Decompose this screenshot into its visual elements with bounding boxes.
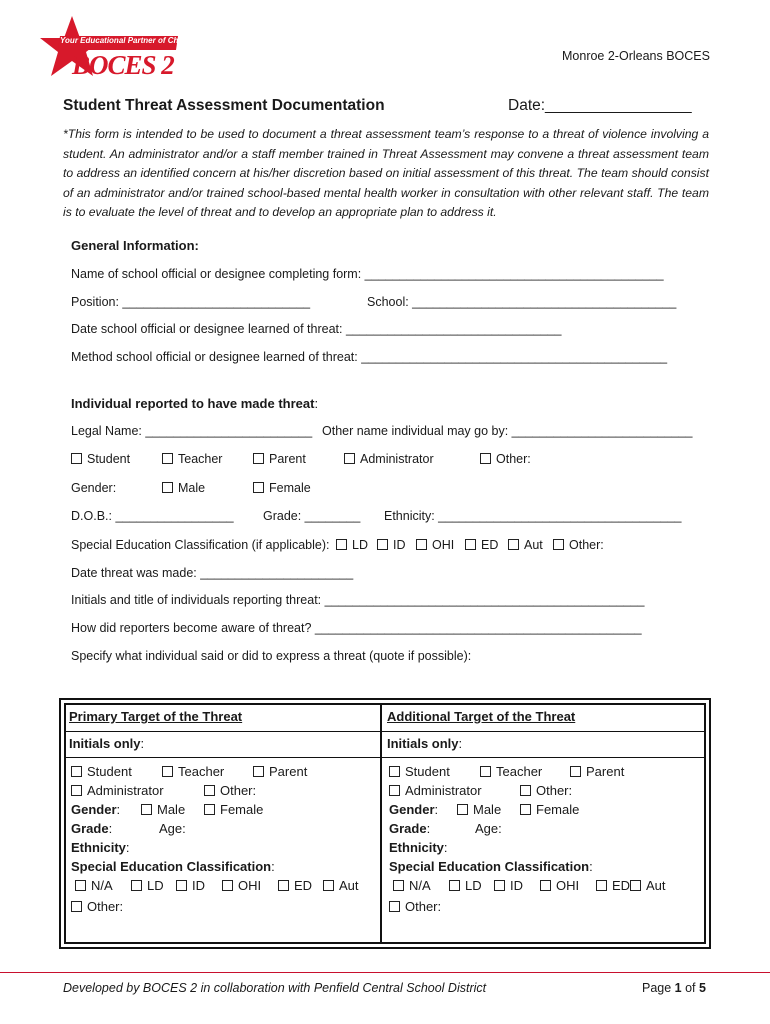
sped-na-option[interactable] [75, 876, 131, 895]
role-label: Administrator [360, 452, 434, 466]
checkbox-icon[interactable] [222, 880, 233, 891]
initials-label-text: Initials only [69, 736, 141, 751]
grade-colon: : [426, 821, 431, 836]
checkbox-icon[interactable] [162, 453, 173, 464]
school-field[interactable]: School: ______________________________________ [367, 295, 677, 309]
additional-grade-row[interactable] [389, 819, 699, 838]
sped-ohi-option[interactable] [222, 876, 278, 895]
checkbox-icon[interactable] [480, 453, 491, 464]
additional-initials-label[interactable] [387, 736, 462, 751]
gender-option-label: Male [473, 802, 502, 817]
page-prefix: Page [642, 981, 675, 995]
additional-role-parent-option[interactable] [570, 764, 624, 779]
ethnicity-colon: : [125, 840, 130, 855]
sped-option-label: ED [481, 538, 499, 552]
grade-label: Grade [389, 821, 427, 836]
checkbox-icon[interactable] [141, 804, 152, 815]
sped-option-label: OHI [556, 878, 580, 893]
role-label: Teacher [178, 452, 223, 466]
role-label: Teacher [496, 764, 543, 779]
sped-id-option[interactable] [494, 876, 540, 895]
primary-role-other-option[interactable] [204, 783, 256, 798]
sped-id-option[interactable] [377, 538, 406, 552]
gender-colon: : [434, 802, 439, 817]
sped-ld-option[interactable] [449, 876, 494, 895]
sped-colon: : [589, 859, 593, 874]
logo-tagline: Your Educational Partner of Choice [60, 36, 195, 45]
boces-logo [30, 14, 195, 86]
primary-roles-row2 [71, 781, 376, 800]
checkbox-icon[interactable] [480, 766, 491, 777]
additional-role-student-option[interactable] [389, 762, 480, 781]
gender-label: Gender [71, 802, 117, 817]
individual-heading-text: Individual reported to have made threat [71, 396, 315, 411]
primary-sped-row [71, 857, 376, 876]
checkbox-icon[interactable] [204, 785, 215, 796]
gender-colon: : [116, 802, 121, 817]
sped-option-label: Aut [339, 878, 359, 893]
role-label: Parent [586, 764, 625, 779]
sped-option-label: OHI [238, 878, 262, 893]
method-learned-field[interactable]: Method school official or designee learned of threat: ____________________________________________ [71, 350, 668, 364]
checkbox-icon[interactable] [71, 766, 82, 777]
additional-role-other-option[interactable] [520, 783, 572, 798]
checkbox-icon[interactable] [71, 785, 82, 796]
form-title: Student Threat Assessment Documentation [63, 97, 385, 114]
primary-roles-row1 [71, 762, 376, 781]
primary-grade-row[interactable] [71, 819, 376, 838]
additional-gender-male-option[interactable] [457, 800, 520, 819]
checkbox-icon[interactable] [278, 880, 289, 891]
gender-male-option[interactable] [162, 481, 205, 495]
page-number [642, 981, 706, 995]
additional-sped-options [389, 876, 699, 895]
sped-colon: : [271, 859, 275, 874]
checkbox-icon[interactable] [630, 880, 641, 891]
primary-target-fields [71, 762, 376, 916]
dob-field[interactable]: D.O.B.: _________________ [71, 509, 234, 523]
specify-label: Specify what individual said or did to express a threat (quote if possible): [71, 649, 472, 663]
primary-target-title: Primary Target of the Threat [69, 709, 243, 724]
checkbox-icon[interactable] [465, 539, 476, 550]
checkbox-icon[interactable] [253, 766, 264, 777]
sped-option-label: N/A [409, 878, 431, 893]
sped-label: Special Education Classification [389, 859, 590, 874]
checkbox-icon[interactable] [75, 880, 86, 891]
role-label: Parent [269, 452, 306, 466]
sped-label: Special Education Classification (if applicable): [71, 538, 330, 552]
additional-ethnicity-row[interactable] [389, 838, 699, 857]
role-label: Student [87, 764, 132, 779]
position-field[interactable]: Position: ___________________________ [71, 295, 311, 309]
additional-target-fields [389, 762, 699, 916]
primary-role-student-option[interactable] [71, 762, 162, 781]
checkbox-icon[interactable] [389, 766, 400, 777]
checkbox-icon[interactable] [508, 539, 519, 550]
grade-colon: : [108, 821, 113, 836]
general-heading: General Information: [71, 238, 199, 253]
initials-label-text: Initials only [387, 736, 459, 751]
gender-option-label: Female [220, 802, 264, 817]
how-aware-field[interactable]: How did reporters become aware of threat? _______________________________________________ [71, 621, 642, 635]
checkbox-icon[interactable] [253, 482, 264, 493]
checkbox-icon[interactable] [540, 880, 551, 891]
page-total: 5 [699, 981, 706, 995]
role-label: Other: [496, 452, 531, 466]
page-current: 1 [674, 981, 682, 995]
role-other-option[interactable] [480, 452, 531, 466]
sped-option-label: N/A [91, 878, 113, 893]
sped-option-label: LD [465, 878, 482, 893]
additional-roles-row2 [389, 781, 699, 800]
other-label: Other: [405, 899, 442, 914]
checkbox-icon[interactable] [494, 880, 505, 891]
additional-sped-row [389, 857, 699, 876]
sped-ohi-option[interactable] [540, 876, 596, 895]
checkbox-icon[interactable] [377, 539, 388, 550]
primary-role-parent-option[interactable] [253, 764, 307, 779]
sped-other-option[interactable] [553, 538, 604, 552]
primary-gender-male-option[interactable] [141, 800, 204, 819]
checkbox-icon[interactable] [71, 901, 82, 912]
gender-label: Gender [389, 802, 435, 817]
sped-option-label: ID [510, 878, 523, 893]
checkbox-icon[interactable] [416, 539, 427, 550]
role-administrator-option[interactable] [344, 452, 434, 466]
initials-colon: : [140, 736, 145, 751]
checkbox-icon[interactable] [204, 804, 215, 815]
date-threat-field[interactable]: Date threat was made: ______________________ [71, 566, 354, 580]
sped-na-option[interactable] [393, 876, 449, 895]
checkbox-icon[interactable] [570, 766, 581, 777]
page-of: of [681, 981, 699, 995]
gender-label-text: Male [178, 481, 206, 495]
sped-option-label: Other: [569, 538, 604, 552]
other-label: Other: [87, 899, 124, 914]
grade-field[interactable]: Grade: ________ [263, 509, 361, 523]
additional-other-row[interactable] [389, 897, 699, 916]
grade-label: Grade [71, 821, 109, 836]
primary-role-teacher-option[interactable] [162, 762, 253, 781]
checkbox-icon[interactable] [162, 482, 173, 493]
checkbox-icon[interactable] [457, 804, 468, 815]
sped-aut-option[interactable] [508, 538, 543, 552]
primary-ethnicity-row[interactable] [71, 838, 376, 857]
date-learned-field[interactable]: Date school official or designee learned of threat: _______________________________ [71, 322, 562, 336]
role-teacher-option[interactable] [162, 452, 222, 466]
sped-option-label: LD [147, 878, 164, 893]
sped-option-label: ED [612, 878, 631, 893]
role-label: Student [87, 452, 131, 466]
sped-option-label: LD [352, 538, 368, 552]
legal-name-field[interactable]: Legal Name: ________________________ [71, 424, 313, 438]
sped-option-label: ID [192, 878, 205, 893]
additional-target-title: Additional Target of the Threat [387, 709, 576, 724]
org-name: Monroe 2-Orleans BOCES [562, 49, 710, 63]
footer-divider [0, 972, 770, 973]
additional-gender-row [389, 800, 699, 819]
date-field[interactable]: Date:_________________ [508, 97, 692, 114]
sped-id-option[interactable] [176, 876, 222, 895]
logo-name: BOCES 2 [72, 50, 174, 80]
gender-female-option[interactable] [253, 481, 311, 495]
role-label: Administrator [87, 783, 164, 798]
role-label: Teacher [178, 764, 225, 779]
official-name-field[interactable]: Name of school official or designee completing form: ___________________________________________ [71, 267, 664, 281]
targets-column-divider [380, 703, 382, 942]
primary-other-row[interactable] [71, 897, 376, 916]
age-label: Age: [475, 821, 502, 836]
additional-roles-row1 [389, 762, 699, 781]
ethnicity-label: Ethnicity [71, 840, 126, 855]
role-label: Student [405, 764, 450, 779]
sped-ed-option[interactable] [596, 876, 630, 895]
ethnicity-label: Ethnicity [389, 840, 444, 855]
sped-ld-option[interactable] [336, 538, 368, 552]
ethnicity-field[interactable]: Ethnicity: ___________________________________ [384, 509, 682, 523]
role-parent-option[interactable] [253, 452, 306, 466]
checkbox-icon[interactable] [449, 880, 460, 891]
checkbox-icon[interactable] [176, 880, 187, 891]
additional-gender-female-option[interactable] [520, 802, 579, 817]
checkbox-icon[interactable] [553, 539, 564, 550]
checkbox-icon[interactable] [520, 804, 531, 815]
checkbox-icon[interactable] [253, 453, 264, 464]
primary-gender-female-option[interactable] [204, 802, 263, 817]
primary-sped-options [71, 876, 376, 895]
intro-text: *This form is intended to be used to document a threat assessment team’s response to a threat of violence involving a student. An administrator and/or a staff member trained in Threat Assessment may convene a threat assessment team to address an identified concern at his/her discretion based on initial assessment of this threat. The team should consist of an administrator and/or trained school-based mental health worker in consultation with other relevant staff. The team is to evaluate the level of threat and to develop an appropriate plan to address it. [63, 127, 709, 220]
checkbox-icon[interactable] [323, 880, 334, 891]
gender-label-text: Female [269, 481, 311, 495]
gender-option-label: Female [536, 802, 580, 817]
sped-ed-option[interactable] [465, 538, 498, 552]
additional-role-teacher-option[interactable] [480, 762, 570, 781]
additional-role-administrator-option[interactable] [389, 781, 520, 800]
primary-initials-label[interactable] [69, 736, 144, 751]
individual-heading [71, 396, 318, 411]
targets-title-divider [64, 731, 704, 732]
role-label: Parent [269, 764, 308, 779]
sped-aut-option[interactable] [630, 878, 666, 893]
sped-option-label: ED [294, 878, 313, 893]
age-label: Age: [159, 821, 186, 836]
checkbox-icon[interactable] [596, 880, 607, 891]
ethnicity-colon: : [443, 840, 448, 855]
role-student-option[interactable] [71, 452, 130, 466]
checkbox-icon[interactable] [162, 766, 173, 777]
checkbox-icon[interactable] [393, 880, 404, 891]
sped-option-label: ID [393, 538, 406, 552]
checkbox-icon[interactable] [389, 785, 400, 796]
sped-option-label: Aut [524, 538, 543, 552]
sped-aut-option[interactable] [323, 878, 359, 893]
checkbox-icon[interactable] [336, 539, 347, 550]
targets-initials-divider [64, 757, 704, 758]
checkbox-icon[interactable] [520, 785, 531, 796]
gender-option-label: Male [157, 802, 186, 817]
role-label: Administrator [405, 783, 482, 798]
sped-label: Special Education Classification [71, 859, 272, 874]
sped-ld-option[interactable] [131, 876, 176, 895]
other-name-field[interactable]: Other name individual may go by: __________________________ [322, 424, 693, 438]
checkbox-icon[interactable] [131, 880, 142, 891]
primary-gender-row [71, 800, 376, 819]
sped-ohi-option[interactable] [416, 538, 454, 552]
gender-label: Gender: [71, 481, 117, 495]
checkbox-icon[interactable] [71, 453, 82, 464]
checkbox-icon[interactable] [344, 453, 355, 464]
sped-option-label: OHI [432, 538, 455, 552]
initials-colon: : [458, 736, 463, 751]
sped-option-label: Aut [646, 878, 666, 893]
role-label: Other: [536, 783, 573, 798]
role-label: Other: [220, 783, 257, 798]
initials-reporting-field[interactable]: Initials and title of individuals reporting threat: ______________________________________________ [71, 593, 645, 607]
checkbox-icon[interactable] [389, 901, 400, 912]
footer-credit: Developed by BOCES 2 in collaboration with Penfield Central School District [63, 981, 487, 995]
primary-role-administrator-option[interactable] [71, 781, 204, 800]
sped-ed-option[interactable] [278, 876, 323, 895]
individual-heading-colon: : [314, 396, 319, 411]
